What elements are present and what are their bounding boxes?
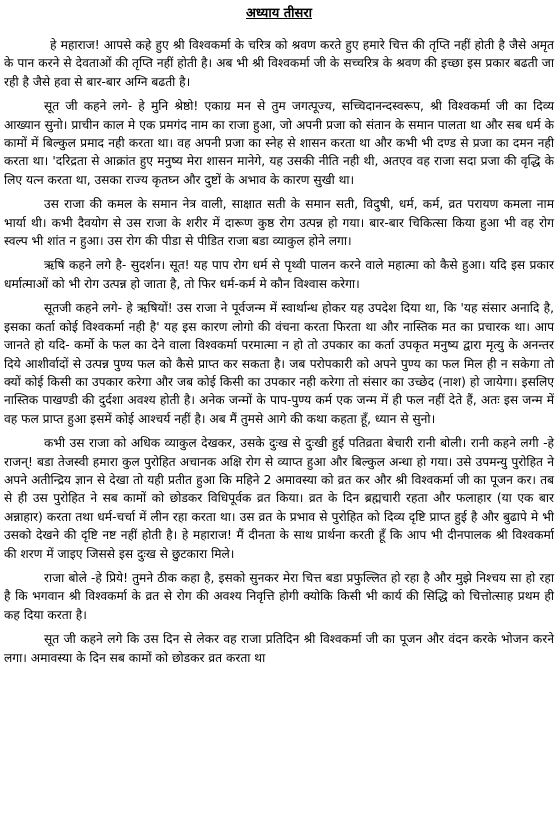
paragraph: हे महाराज! आपसे कहे हुए श्री विश्वकर्मा के चरित्र को श्रवण करते हुए हमारे चित्त की तृप्ति नहीं होती है जैसे अमृत के पान करने से देवताओं की तृप्ति नहीं होती है। अब भी श्री विश्वकर्मा जी के सच्चरित्र के श्रवण की इच्छा इस प्रकार बढती जा रही है जैसे हवा से बार-बार अग्नि बढती है। (4, 38, 554, 89)
paragraph: राजा बोले -हे प्रिये! तुमने ठीक कहा है, इसको सुनकर मेरा चित्त बडा प्रफुल्लित हो रहा है और मुझे निश्चय सा हो रहा है कि भगवान श्री विश्वकर्मा के व्रत से रोग की अवश्य निवृत्ति होगी क्योकि किसी भी कार्य की सिद्धि को चित्तोत्साह प्रथम ही कह दिया करता है। (4, 570, 554, 622)
paragraph: सूत जी कहने लगे- हे मुनि श्रेष्ठो! एकाग्र मन से तुम जगत्पूज्य, सच्चिदानन्दस्वरूप, श्री विश्वकर्मा जी का दिव्य आख्यान सुनो। प्राचीन काल मे एक प्रमगंद नाम का राजा हुआ, जो अपनी प्रजा को संतान के समान पालता था और सब धर्म के कामों में बिल्कुल प्रमाद नही करता था। वह अपनी प्रजा का स्नेह से शासन करता था और कभी भी दण्ड से प्रजा का दमन नही करता था। 'दरिद्रता से आक्रांत हुए मनुष्य मेरा शासन मानेगे, यह उसकी नीति नही थी, अतएव वह राजा सदा प्रजा की वृद्धि के लिए यत्न करता था, उसका राज्य कृतघ्न और दुष्टों के अभाव के कारण सुखी था। (4, 99, 554, 187)
chapter-title: अध्याय तीसरा (245, 6, 313, 21)
paragraph: ऋषि कहने लगे है- सुदर्शन। सूत! यह पाप रोग धर्म से पृथ्वी पालन करने वाले महात्मा को कैसे हुआ। यदि इस प्रकार धर्मात्माओं को भी रोग उत्पन्न हो जाता है, तो फिर धर्म-कर्म मे कौन विश्वास करेगा। (4, 258, 554, 291)
paragraph: उस राजा की कमल के समान नेत्र वाली, साक्षात सती के समान सती, विदुषी, धर्म, कर्म, व्रत परायण कमला नाम भार्या थी। कभी दैवयोग से उस राजा के शरीर में दारूण कुष्ठ रोग उत्पन्न हो गया। बार-बार चिकित्सा किया हुआ भी वह रोग स्वल्प भी शांत न हुआ। उस रोग की पीडा से पीडित राजा बडा व्याकुल होने लगा। (4, 197, 554, 249)
paragraph: सूत जी कहने लगे कि उस दिन से लेकर वह राजा प्रतिदिन श्री विश्वकर्मा जी का पूजन और वंदन करके भोजन करने लगा। अमावस्या के दिन सब कामों को छोडकर व्रत करता था (4, 632, 554, 665)
paragraph: सूतजी कहने लगे- हे ऋषियों! उस राजा ने पूर्वजन्म में स्वार्थान्ध होकर यह उपदेश दिया था, कि 'यह संसार अनादि है, इसका कर्ता कोई विश्वकर्मा नही है' यह इस कारण लोगो की वंचना करता फिरता था और नास्तिक मत का प्रचारक था। आप जानते हो यदि- कर्मो के फल का देने वाला विश्वकर्मा परमात्मा न हो तो उपकार का कर्ता उपकृत मनुष्य द्वारा मृत्यु के अनन्तर दिये आशीर्वादों से उत्पन्न पुण्य फल को कैसे प्राप्त कर सकता है। जब परोपकारी को अपने पुण्य का फल मिल ही न सकेगा तो क्यों कोई किसी का उपकार करेगा और जब कोई किसी का उपकार नही करेगा तो संसार का उच्छेद (नाश) हो जायेगा। इसलिए नास्तिक पाखण्डी की दुर्दशा अवश्य होती है। अनेक जन्मों के पाप-पुण्य कर्म एक जन्म में ही फल नहीं देते हैं, अतः इस जन्म में वह फल प्राप्त हुआ इसमें कोई आश्चर्य नहीं है। अब मैं तुमसे आगे की कथा कहता हूँ, ध्यान से सुनो। (4, 301, 554, 426)
paragraph: कभी उस राजा को अधिक व्याकुल देखकर, उसके दुःख से दुःखी हुई पतिव्रता बेचारी रानी बोली। रानी कहने लगी -हे राजन्! बडा तेजस्वी हमारा कुल पुरोहित अचानक अक्षि रोग से व्याप्त हुआ और बिल्कुल अन्धा हो गया। उसे उपमन्यु पुरोहित ने अपने अतीन्द्रिय ज्ञान से देखा तो यही प्रतीत हुआ कि महिने 2 अमावस्या को व्रत कर और श्री विश्वकर्मा जी का पूजन कर। तब से ही उस पुरोहित ने सब कामों को छोडकर विधिपूर्वक व्रत किया। व्रत के दिन ब्रह्मचारी रहता और फलाहार (या एक बार अन्नाहार) करता तथा धर्म-चर्चा में लीन रहा करता था। उस व्रत के प्रभाव से पुरोहित को दिव्य दृष्टि प्राप्त हुई है और बुढापे मे भी उसको देखने की दृष्टि नष्ट नहीं होती है। हे महाराज! मैं दीनता के साथ प्रार्थना करती हूँ कि आप भी दीनपालक श्री विश्वकर्मा की शरण में जाइए जिससे इस दुःख से छुटकारा मिले। (4, 436, 554, 561)
